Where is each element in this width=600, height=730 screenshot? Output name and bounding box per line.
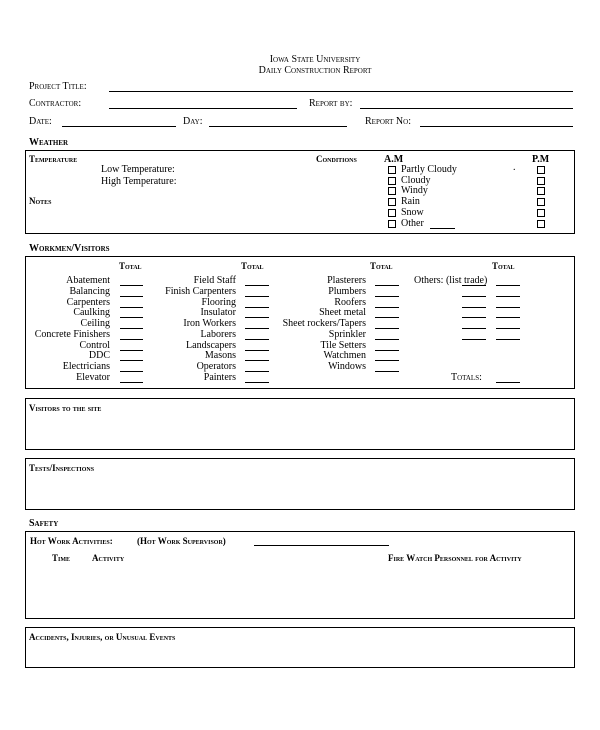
notes-label: Notes [29,196,52,206]
other-trade-field[interactable] [496,328,520,329]
contractor-field[interactable] [109,108,297,109]
tests-box [25,458,575,510]
trade-label: Balancing [69,285,110,297]
hot-work-label: Hot Work Activities: [30,536,113,546]
totals-field[interactable] [496,382,520,383]
tests-title: Tests/Inspections [29,463,95,473]
trade-label: Operators [196,361,236,372]
trade-total-field[interactable] [375,328,399,329]
accidents-title: Accidents, Injuries, or Unusual Events [29,632,176,642]
trade-label: Masons [204,350,236,362]
date-label: Date: [29,116,52,127]
others-label: Others: (list trade) [414,275,488,286]
pm-checkbox-other[interactable] [537,220,545,228]
trade-label: Control [79,339,110,351]
other-trade-field[interactable] [462,339,486,340]
trade-total-field[interactable] [245,382,269,383]
trade-total-field[interactable] [120,307,143,308]
trade-label: Landscapers [186,339,236,351]
condition-snow: Snow [401,207,424,218]
low-temperature-label: Low Temperature: [101,164,175,175]
other-trade-field[interactable] [496,285,520,286]
trade-label: Roofers [334,296,366,308]
project-title-field[interactable] [109,91,573,92]
trade-label: Sheet metal [319,307,366,319]
trade-label: Plasterers [327,275,366,286]
am-checkbox-partly-cloudy[interactable] [388,166,396,174]
project-title-label: Project Title: [29,81,87,92]
report-by-label: Report by: [309,98,353,109]
trade-label: Iron Workers [183,318,236,329]
date-field[interactable] [62,126,176,127]
trade-label: Finish Carpenters [165,285,236,297]
pm-checkbox-rain[interactable] [537,198,545,206]
totals-label: Totals: [451,372,482,383]
pm-dot: . [513,162,516,173]
trade-label: Concrete Finishers [34,328,110,340]
other-condition-field[interactable] [430,228,455,229]
am-checkbox-rain[interactable] [388,198,396,206]
other-trade-field[interactable] [462,328,486,329]
other-trade-field[interactable] [496,307,520,308]
activity-header: Activity [92,553,125,563]
trade-total-field[interactable] [245,296,269,297]
condition-rain: Rain [401,196,420,207]
trade-total-field[interactable] [120,317,143,318]
total-header-3: Total [370,261,393,271]
trade-label: Field Staff [193,275,236,286]
other-trade-field[interactable] [462,317,486,318]
trade-label: Windows [328,361,366,372]
am-checkbox-cloudy[interactable] [388,177,396,185]
trade-total-field[interactable] [375,371,399,372]
fire-watch-header: Fire Watch Personnel for Activity [388,553,522,563]
pm-checkbox-windy[interactable] [537,187,545,195]
trade-label: Sheet rockers/Tapers [282,318,366,329]
pm-checkbox-partly-cloudy[interactable] [537,166,545,174]
trade-label: Watchmen [323,350,366,362]
trade-total-field[interactable] [245,350,269,351]
trade-label: Insulator [200,307,236,319]
report-no-label: Report No: [365,116,411,127]
other-trade-field[interactable] [496,339,520,340]
am-checkbox-snow[interactable] [388,209,396,217]
trade-total-field[interactable] [375,350,399,351]
trade-label: Elevator [76,371,110,383]
condition-cloudy: Cloudy [401,175,431,186]
trade-total-field[interactable] [245,360,269,361]
total-header-4: Total [492,261,515,271]
safety-title: Safety [29,518,59,529]
contractor-label: Contractor: [29,98,82,109]
day-field[interactable] [209,126,347,127]
report-no-field[interactable] [420,126,573,127]
trade-label: DDC [88,350,110,362]
trade-total-field[interactable] [375,307,399,308]
trade-label: Flooring [201,296,236,308]
hot-work-supervisor-field[interactable] [254,545,389,546]
condition-windy: Windy [401,185,428,196]
total-header-1: Total [119,261,142,271]
hot-work-supervisor-label: (Hot Work Supervisor) [137,536,226,546]
trade-label: Electricians [62,361,110,372]
trade-total-field[interactable] [120,328,143,329]
am-checkbox-other[interactable] [388,220,396,228]
weather-box [25,150,575,234]
trade-total-field[interactable] [375,285,399,286]
trade-label: Plumbers [328,285,366,297]
total-header-2: Total [241,261,264,271]
university-name: Iowa State University [269,54,361,65]
pm-label: P.M [532,154,550,165]
trade-total-field[interactable] [245,371,269,372]
weather-title: Weather [29,137,69,148]
am-label: A.M [384,154,404,165]
trade-total-field[interactable] [245,307,269,308]
other-trade-field[interactable] [462,307,486,308]
trade-label: Tile Setters [320,339,366,351]
trade-total-field[interactable] [375,360,399,361]
trade-label: Carpenters [66,296,110,308]
trade-total-field[interactable] [245,339,269,340]
pm-checkbox-snow[interactable] [537,209,545,217]
trade-total-field[interactable] [245,285,269,286]
workmen-title: Workmen/Visitors [29,243,110,254]
am-checkbox-windy[interactable] [388,187,396,195]
visitors-box [25,398,575,450]
high-temperature-label: High Temperature: [101,176,177,187]
conditions-label: Conditions [316,154,357,164]
trade-label: Abatement [66,275,110,286]
trade-total-field[interactable] [375,317,399,318]
other-trade-field[interactable] [496,317,520,318]
time-header: Time [52,553,71,563]
trade-total-field[interactable] [120,285,143,286]
trade-total-field[interactable] [120,360,143,361]
trade-total-field[interactable] [245,328,269,329]
condition-other: Other [401,218,424,229]
pm-checkbox-cloudy[interactable] [537,177,545,185]
visitors-title: Visitors to the site [29,403,102,413]
trade-label: Painters [203,371,236,383]
trade-total-field[interactable] [120,382,143,383]
trade-label: Sprinkler [328,328,366,340]
trade-total-field[interactable] [245,317,269,318]
trade-label: Caulking [73,307,110,319]
trade-total-field[interactable] [375,339,399,340]
trade-total-field[interactable] [120,296,143,297]
trade-total-field[interactable] [120,371,143,372]
other-trade-field[interactable] [462,296,486,297]
trade-total-field[interactable] [120,339,143,340]
trade-label: Ceiling [80,318,110,329]
temperature-label: Temperature [29,154,78,164]
condition-partly-cloudy: Partly Cloudy [401,164,457,175]
day-label: Day: [183,116,203,127]
other-trade-field[interactable] [496,296,520,297]
report-title: Daily Construction Report [258,65,372,76]
trade-total-field[interactable] [375,296,399,297]
trade-label: Laborers [200,328,236,340]
trade-total-field[interactable] [120,350,143,351]
report-by-field[interactable] [360,108,573,109]
